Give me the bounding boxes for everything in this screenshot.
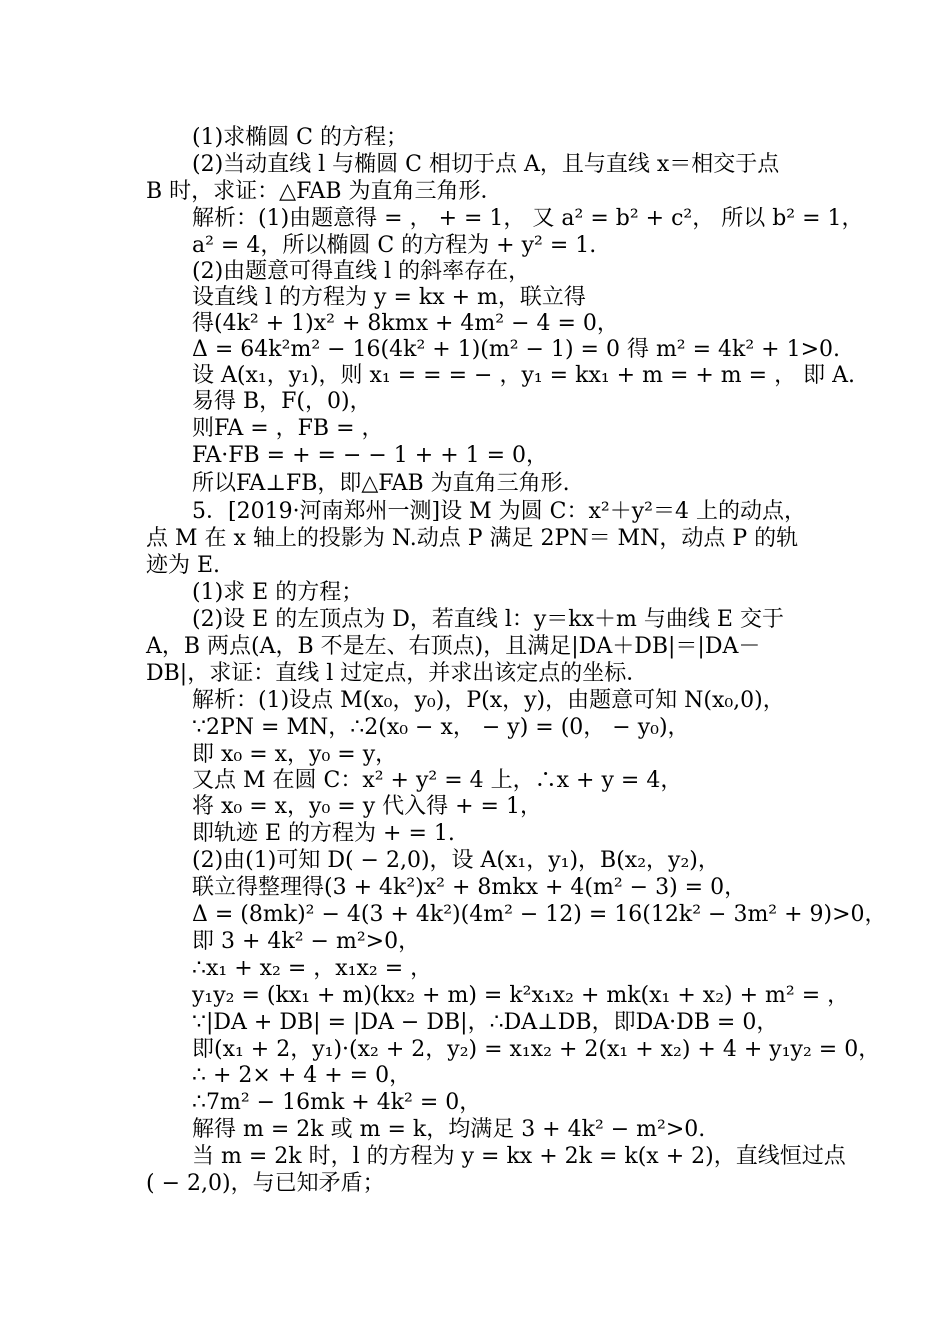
text-line: A，B 两点(A，B 不是左、右顶点)，且满足|DA＋DB|＝|DA－ — [146, 634, 761, 659]
text-line: 解析：(1)设点 M(x₀，y₀)，P(x，y)，由题意可知 N(x₀,0)， — [192, 688, 785, 713]
text-line: ∴ + 2× + 4 + = 0， — [192, 1063, 412, 1088]
text-line: 即 3 + 4k² − m²>0， — [192, 929, 421, 954]
text-line: 将 x₀ = x，y₀ = y 代入得 + = 1， — [192, 794, 542, 819]
text-line: 即 x₀ = x，y₀ = y， — [192, 742, 398, 767]
text-line: 当 m = 2k 时，l 的方程为 y = kx + 2k = k(x + 2)，直线恒过点 — [192, 1144, 846, 1169]
text-line: B 时，求证：△FAB 为直角三角形． — [146, 179, 503, 204]
text-line: 联立得整理得(3 + 4k²)x² + 8mkx + 4(m² − 3) = 0， — [192, 875, 747, 900]
text-line: (2)当动直线 l 与椭圆 C 相切于点 A，且与直线 x＝相交于点 — [192, 152, 780, 177]
text-line: a² = 4，所以椭圆 C 的方程为 + y² = 1. — [192, 233, 597, 258]
text-line: ∴x₁ + x₂ = ，x₁x₂ = ， — [192, 956, 433, 981]
text-line: 又点 M 在圆 C：x² + y² = 4 上，∴x + y = 4， — [192, 768, 683, 793]
text-line: 得(4k² + 1)x² + 8kmx + 4m² − 4 = 0， — [192, 311, 619, 336]
text-line: FA·FB = + = − − 1 + + 1 = 0， — [192, 443, 549, 468]
text-line: (1)求 E 的方程； — [192, 580, 364, 605]
text-line: Δ = (8mk)² − 4(3 + 4k²)(4m² − 12) = 16(12k² − 3m² + 9)>0， — [192, 902, 887, 927]
text-line: y₁y₂ = (kx₁ + m)(kx₂ + m) = k²x₁x₂ + mk(x₁ + x₂) + m² = ， — [192, 983, 850, 1008]
text-line: ∵|DA + DB| = |DA − DB|，∴DA⊥DB，即DA·DB = 0， — [192, 1010, 779, 1035]
text-line: Δ = 64k²m² − 16(4k² + 1)(m² − 1) = 0 得 m² = 4k² + 1>0. — [192, 337, 841, 362]
text-line: 设直线 l 的方程为 y = kx + m，联立得 — [192, 285, 586, 310]
text-line: 设 A(x₁，y₁)，则 x₁ = = = − ，y₁ = kx₁ + m = + m = ， 即 A. — [192, 363, 855, 388]
text-line: (2)由题意可得直线 l 的斜率存在， — [192, 259, 531, 284]
text-line: 5．[2019·河南郑州一测]设 M 为圆 C：x²＋y²＝4 上的动点， — [192, 499, 806, 524]
text-line: 则FA = ，FB = ， — [192, 416, 384, 441]
text-line: 解得 m = 2k 或 m = k，均满足 3 + 4k² − m²>0. — [192, 1117, 706, 1142]
text-line: 即(x₁ + 2，y₁)·(x₂ + 2，y₂) = x₁x₂ + 2(x₁ + x₂) + 4 + y₁y₂ = 0， — [192, 1037, 881, 1062]
text-line: 点 M 在 x 轴上的投影为 N.动点 P 满足 2PN＝ MN，动点 P 的轨 — [146, 526, 799, 551]
text-line: (2)设 E 的左顶点为 D，若直线 l：y＝kx＋m 与曲线 E 交于 — [192, 607, 784, 632]
text-line: ∴7m² − 16mk + 4k² = 0， — [192, 1090, 482, 1115]
text-line: 解析：(1)由题意得 = ， + = 1， 又 a² = b² + c²， 所以 b² = 1， — [192, 206, 864, 231]
text-line: 易得 B，F(，0)， — [192, 389, 372, 414]
text-line: 迹为 E. — [146, 553, 221, 578]
text-line: (1)求椭圆 C 的方程； — [192, 125, 408, 150]
text-line: 所以FA⊥FB，即△FAB 为直角三角形. — [192, 471, 570, 496]
text-line: 即轨迹 E 的方程为 + = 1. — [192, 821, 455, 846]
text-line: DB|，求证：直线 l 过定点，并求出该定点的坐标． — [146, 661, 649, 686]
text-line: ∵2PN = MN，∴2(x₀ − x， − y) = (0， − y₀)， — [192, 715, 690, 740]
text-line: (2)由(1)可知 D( − 2,0)，设 A(x₁，y₁)，B(x₂，y₂)， — [192, 848, 720, 873]
text-line: ( − 2,0)，与已知矛盾； — [146, 1171, 385, 1196]
